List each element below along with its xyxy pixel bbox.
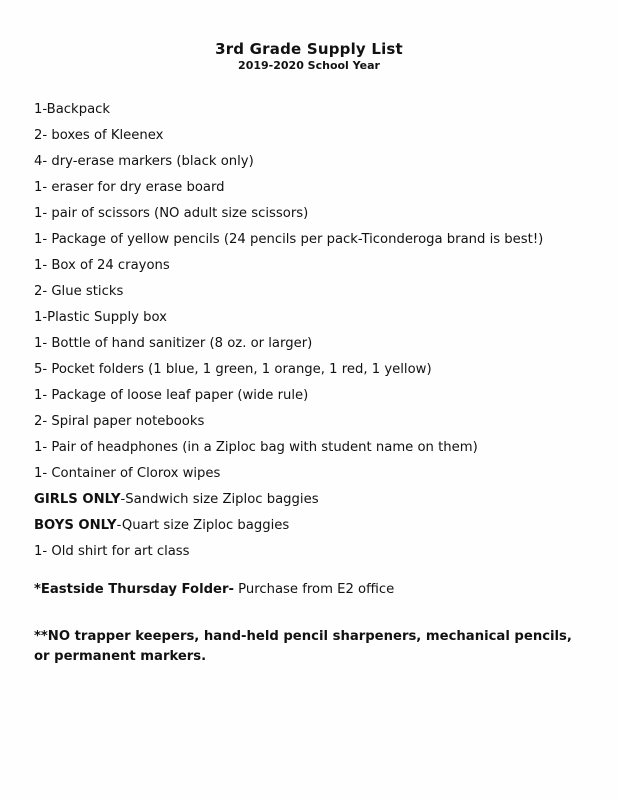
list-item: 1- Pair of headphones (in a Ziploc bag with student name on them): [34, 440, 478, 455]
list-item: 2- Spiral paper notebooks: [34, 414, 205, 429]
thursday-folder-label: *Eastside Thursday Folder-: [34, 582, 234, 597]
list-item: 1- eraser for dry erase board: [34, 180, 225, 195]
list-item: 1- pair of scissors (NO adult size scissors): [34, 206, 309, 221]
list-item: 1-Plastic Supply box: [34, 310, 167, 325]
list-item: 1-Backpack: [34, 102, 111, 117]
list-item: 2- boxes of Kleenex: [34, 128, 164, 143]
list-item: 1- Package of yellow pencils (24 pencils per pack-Ticonderoga brand is best!): [34, 232, 544, 247]
list-item: 2- Glue sticks: [34, 284, 124, 299]
list-item-girls-only: GIRLS ONLY-Sandwich size Ziploc baggies: [34, 492, 319, 507]
list-item: 1- Box of 24 crayons: [34, 258, 170, 273]
list-item: 4- dry-erase markers (black only): [34, 154, 254, 169]
supply-list: [34, 100, 604, 568]
list-item: 5- Pocket folders (1 blue, 1 green, 1 orange, 1 red, 1 yellow): [34, 362, 432, 377]
list-item: 1- Old shirt for art class: [34, 544, 190, 559]
list-item-boys-only: BOYS ONLY-Quart size Ziploc baggies: [34, 518, 290, 533]
thursday-folder-note: [34, 580, 604, 600]
page-subtitle: 2019-2020 School Year: [238, 59, 380, 72]
restrictions-note: **NO trapper keepers, hand-held pencil sharpeners, mechanical pencils, or permanent markers.: [34, 629, 572, 664]
list-item: 1- Container of Clorox wipes: [34, 466, 221, 481]
list-item: 1- Bottle of hand sanitizer (8 oz. or larger): [34, 336, 313, 351]
girls-only-label: GIRLS ONLY: [34, 492, 121, 507]
thursday-folder-text: Purchase from E2 office: [233, 582, 395, 597]
boys-only-label: BOYS ONLY: [34, 518, 117, 533]
page-title: 3rd Grade Supply List: [215, 40, 403, 58]
list-item: 1- Package of loose leaf paper (wide rule): [34, 388, 309, 403]
